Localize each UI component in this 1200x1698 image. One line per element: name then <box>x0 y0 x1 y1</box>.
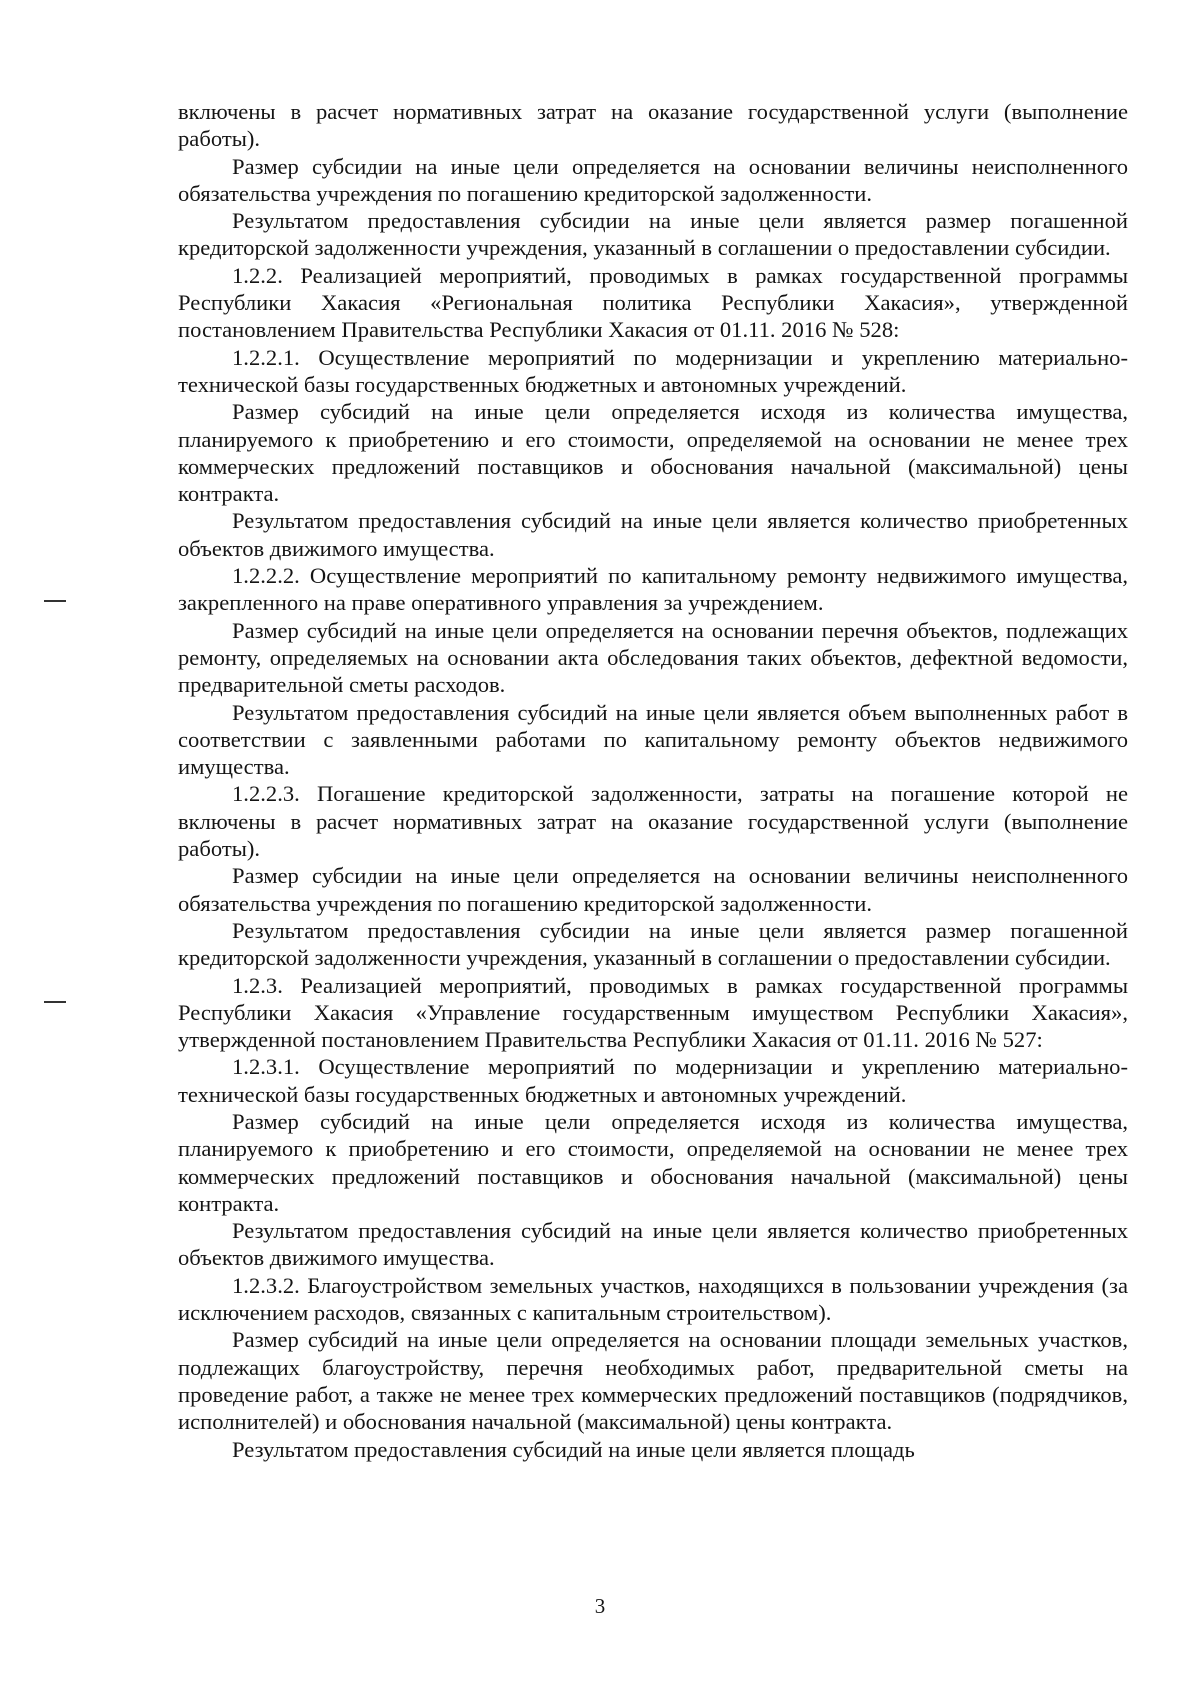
paragraph: 1.2.2. Реализацией мероприятий, проводимых в рамках государственной программы Республики Хакасия «Региональная политика Республики Хакасия», утвержденной постановлением Правительства Республики Хакасия от 01.11. 2016 № 528: <box>178 262 1128 343</box>
paragraph: Результатом предоставления субсидий на иные цели является площадь <box>232 1436 915 1462</box>
paragraph: Результатом предоставления субсидий на иные цели является объем выполненных работ в соответствии с заявленными работами по капитальному ремонту объектов недвижимого имущества. <box>178 699 1128 780</box>
scan-mark <box>44 1001 66 1003</box>
paragraph: включены в расчет нормативных затрат на оказание государственной услуги (выполнение работы). <box>178 99 1128 152</box>
paragraph: 1.2.3.1. Осуществление мероприятий по модернизации и укреплению материально-технической базы государственных бюджетных и автономных учреждений. <box>178 1054 1128 1107</box>
paragraph: 1.2.2.2. Осуществление мероприятий по капитальному ремонту недвижимого имущества, закрепленного на праве оперативного управления за учреждением. <box>178 563 1128 616</box>
scan-mark <box>44 600 66 602</box>
paragraph: Размер субсидий на иные цели определяется на основании перечня объектов, подлежащих ремонту, определяемых на основании акта обследования таких объектов, дефектной ведомости, предварительной сметы расходов. <box>178 617 1128 698</box>
paragraph: Результатом предоставления субсидий на иные цели является количество приобретенных объектов движимого имущества. <box>178 1218 1128 1271</box>
paragraph: 1.2.2.1. Осуществление мероприятий по модернизации и укреплению материально-технической базы государственных бюджетных и автономных учреждений. <box>178 344 1128 397</box>
paragraph: Результатом предоставления субсидии на иные цели является размер погашенной кредиторской задолженности учреждения, указанный в соглашении о предоставлении субсидии. <box>178 208 1128 261</box>
paragraph: Размер субсидии на иные цели определяется на основании величины неисполненного обязательства учреждения по погашению кредиторской задолженности. <box>178 153 1128 206</box>
page-number: 3 <box>594 1594 606 1618</box>
paragraph: Размер субсидий на иные цели определяется исходя из количества имущества, планируемого к приобретению и его стоимости, определяемой на основании не менее трех коммерческих предложений поставщиков и обоснования начальной (максимальной) цены контракта. <box>178 399 1128 507</box>
paragraph: 1.2.3.2. Благоустройством земельных участков, находящихся в пользовании учреждения (за исключением расходов, связанных с капитальным строительством). <box>178 1272 1128 1326</box>
document-body <box>178 98 1128 1463</box>
paragraph: Размер субсидий на иные цели определяется на основании площади земельных участков, подлежащих благоустройству, перечня необходимых работ, предварительной сметы на проведение работ, а также не менее трех коммерческих предложений поставщиков (подрядчиков, исполнителей) и обоснования начальной (максимальной) цены контракта. <box>178 1327 1128 1435</box>
paragraph: Размер субсидий на иные цели определяется исходя из количества имущества, планируемого к приобретению и его стоимости, определяемой на основании не менее трех коммерческих предложений поставщиков и обоснования начальной (максимальной) цены контракта. <box>178 1108 1128 1216</box>
paragraph: Результатом предоставления субсидии на иные цели является размер погашенной кредиторской задолженности учреждения, указанный в соглашении о предоставлении субсидии. <box>178 917 1128 971</box>
paragraph: 1.2.3. Реализацией мероприятий, проводимых в рамках государственной программы Республики Хакасия «Управление государственным имуществом Республики Хакасия», утвержденной постановлением Правительства Республики Хакасия от 01.11. 2016 № 527: <box>178 972 1128 1053</box>
paragraph: Размер субсидии на иные цели определяется на основании величины неисполненного обязательства учреждения по погашению кредиторской задолженности. <box>178 863 1128 916</box>
paragraph: 1.2.2.3. Погашение кредиторской задолженности, затраты на погашение которой не включены в расчет нормативных затрат на оказание государственной услуги (выполнение работы). <box>178 781 1128 862</box>
paragraph: Результатом предоставления субсидий на иные цели является количество приобретенных объектов движимого имущества. <box>178 508 1128 561</box>
